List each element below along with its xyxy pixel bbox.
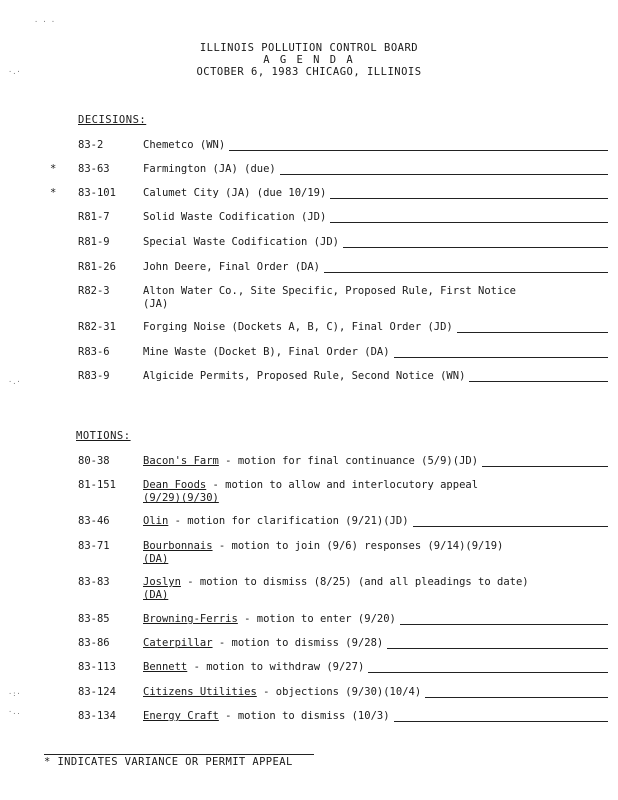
docket-number: 83-85 bbox=[78, 613, 110, 625]
footnote: * INDICATES VARIANCE OR PERMIT APPEAL bbox=[44, 754, 314, 768]
decision-text: Chemetco (WN) bbox=[143, 139, 226, 151]
decision-text: Alton Water Co., Site Specific, Proposed Rule, First Notice bbox=[143, 285, 516, 297]
blank-line bbox=[469, 371, 608, 382]
party-name: Energy Craft bbox=[143, 710, 219, 722]
blank-line bbox=[330, 212, 608, 223]
star-marker: * bbox=[50, 163, 57, 175]
scan-speck: ·.. bbox=[8, 708, 21, 716]
decision-text: Farmington (JA) (due) bbox=[143, 163, 276, 175]
blank-line bbox=[457, 322, 608, 333]
scan-speck: ·:· bbox=[8, 690, 21, 698]
decision-text: John Deere, Final Order (DA) bbox=[143, 261, 321, 273]
docket-number: 83-101 bbox=[78, 187, 116, 199]
party-name: Bourbonnais bbox=[143, 540, 213, 552]
motion-text: - motion to join (9/6) responses (9/14)(9/19) bbox=[212, 540, 504, 552]
docket-number: 83-2 bbox=[78, 139, 104, 151]
motion-text-continued: (9/29)(9/30) bbox=[143, 492, 219, 504]
decision-text-continued: (JA) bbox=[143, 298, 169, 310]
blank-line bbox=[229, 140, 608, 151]
docket-number: R81-7 bbox=[78, 211, 110, 223]
star-marker: * bbox=[50, 187, 57, 199]
docket-number: 83-86 bbox=[78, 637, 110, 649]
party-name: Caterpillar bbox=[143, 637, 213, 649]
blank-line bbox=[368, 662, 608, 673]
blank-line bbox=[413, 516, 608, 527]
board-title: ILLINOIS POLLUTION CONTROL BOARD bbox=[199, 42, 419, 54]
docket-number: 83-83 bbox=[78, 576, 110, 588]
docket-number: 83-124 bbox=[78, 686, 116, 698]
meeting-date-location: OCTOBER 6, 1983 CHICAGO, ILLINOIS bbox=[196, 66, 422, 78]
decision-text: Algicide Permits, Proposed Rule, Second Notice (WN) bbox=[143, 370, 466, 382]
blank-line bbox=[280, 164, 608, 175]
decision-text: Calumet City (JA) (due 10/19) bbox=[143, 187, 327, 199]
party-name: Browning-Ferris bbox=[143, 613, 238, 625]
blank-line bbox=[387, 638, 608, 649]
decision-text: Special Waste Codification (JD) bbox=[143, 236, 339, 248]
party-name: Bacon's Farm bbox=[143, 455, 219, 467]
agenda-title: A G E N D A bbox=[263, 54, 355, 66]
scan-speck: ·.· bbox=[8, 378, 21, 386]
docket-number: R83-6 bbox=[78, 346, 110, 358]
docket-number: R81-26 bbox=[78, 261, 116, 273]
decision-text: Forging Noise (Dockets A, B, C), Final Order (JD) bbox=[143, 321, 453, 333]
blank-line bbox=[330, 188, 608, 199]
blank-line bbox=[394, 711, 608, 722]
motion-text: - motion to allow and interlocutory appeal bbox=[206, 479, 479, 491]
docket-number: 80-38 bbox=[78, 455, 110, 467]
scan-speck: · · · bbox=[34, 18, 56, 26]
motion-text: - motion to dismiss (8/25) (and all pleadings to date) bbox=[180, 576, 529, 588]
motion-text-continued: (DA) bbox=[143, 553, 169, 565]
docket-number: 83-46 bbox=[78, 515, 110, 527]
motion-text: - motion for clarification (9/21)(JD) bbox=[168, 515, 409, 527]
party-name: Joslyn bbox=[143, 576, 181, 588]
motion-text: - motion to enter (9/20) bbox=[237, 613, 396, 625]
motion-text: - motion to dismiss (9/28) bbox=[212, 637, 384, 649]
party-name: Bennett bbox=[143, 661, 188, 673]
blank-line bbox=[324, 262, 608, 273]
docket-number: R81-9 bbox=[78, 236, 110, 248]
party-name: Olin bbox=[143, 515, 169, 527]
blank-line bbox=[482, 456, 608, 467]
decision-text: Solid Waste Codification (JD) bbox=[143, 211, 327, 223]
docket-number: 81-151 bbox=[78, 479, 116, 491]
docket-number: 83-113 bbox=[78, 661, 116, 673]
docket-number: R82-31 bbox=[78, 321, 116, 333]
motion-text: - motion to withdraw (9/27) bbox=[187, 661, 365, 673]
blank-line bbox=[394, 347, 608, 358]
party-name: Citizens Utilities bbox=[143, 686, 257, 698]
motion-text-continued: (DA) bbox=[143, 589, 169, 601]
motion-text: - objections (9/30)(10/4) bbox=[256, 686, 422, 698]
blank-line bbox=[400, 614, 608, 625]
docket-number: 83-63 bbox=[78, 163, 110, 175]
blank-line bbox=[425, 687, 608, 698]
docket-number: R82-3 bbox=[78, 285, 110, 297]
motion-text: - motion for final continuance (5/9)(JD) bbox=[218, 455, 479, 467]
motions-heading: MOTIONS: bbox=[76, 430, 131, 442]
motion-text: - motion to dismiss (10/3) bbox=[218, 710, 390, 722]
scan-speck: ·.· bbox=[8, 68, 21, 76]
decisions-heading: DECISIONS: bbox=[78, 114, 147, 126]
blank-line bbox=[343, 237, 608, 248]
docket-number: R83-9 bbox=[78, 370, 110, 382]
docket-number: 83-134 bbox=[78, 710, 116, 722]
decision-text: Mine Waste (Docket B), Final Order (DA) bbox=[143, 346, 390, 358]
party-name: Dean Foods bbox=[143, 479, 207, 491]
docket-number: 83-71 bbox=[78, 540, 110, 552]
